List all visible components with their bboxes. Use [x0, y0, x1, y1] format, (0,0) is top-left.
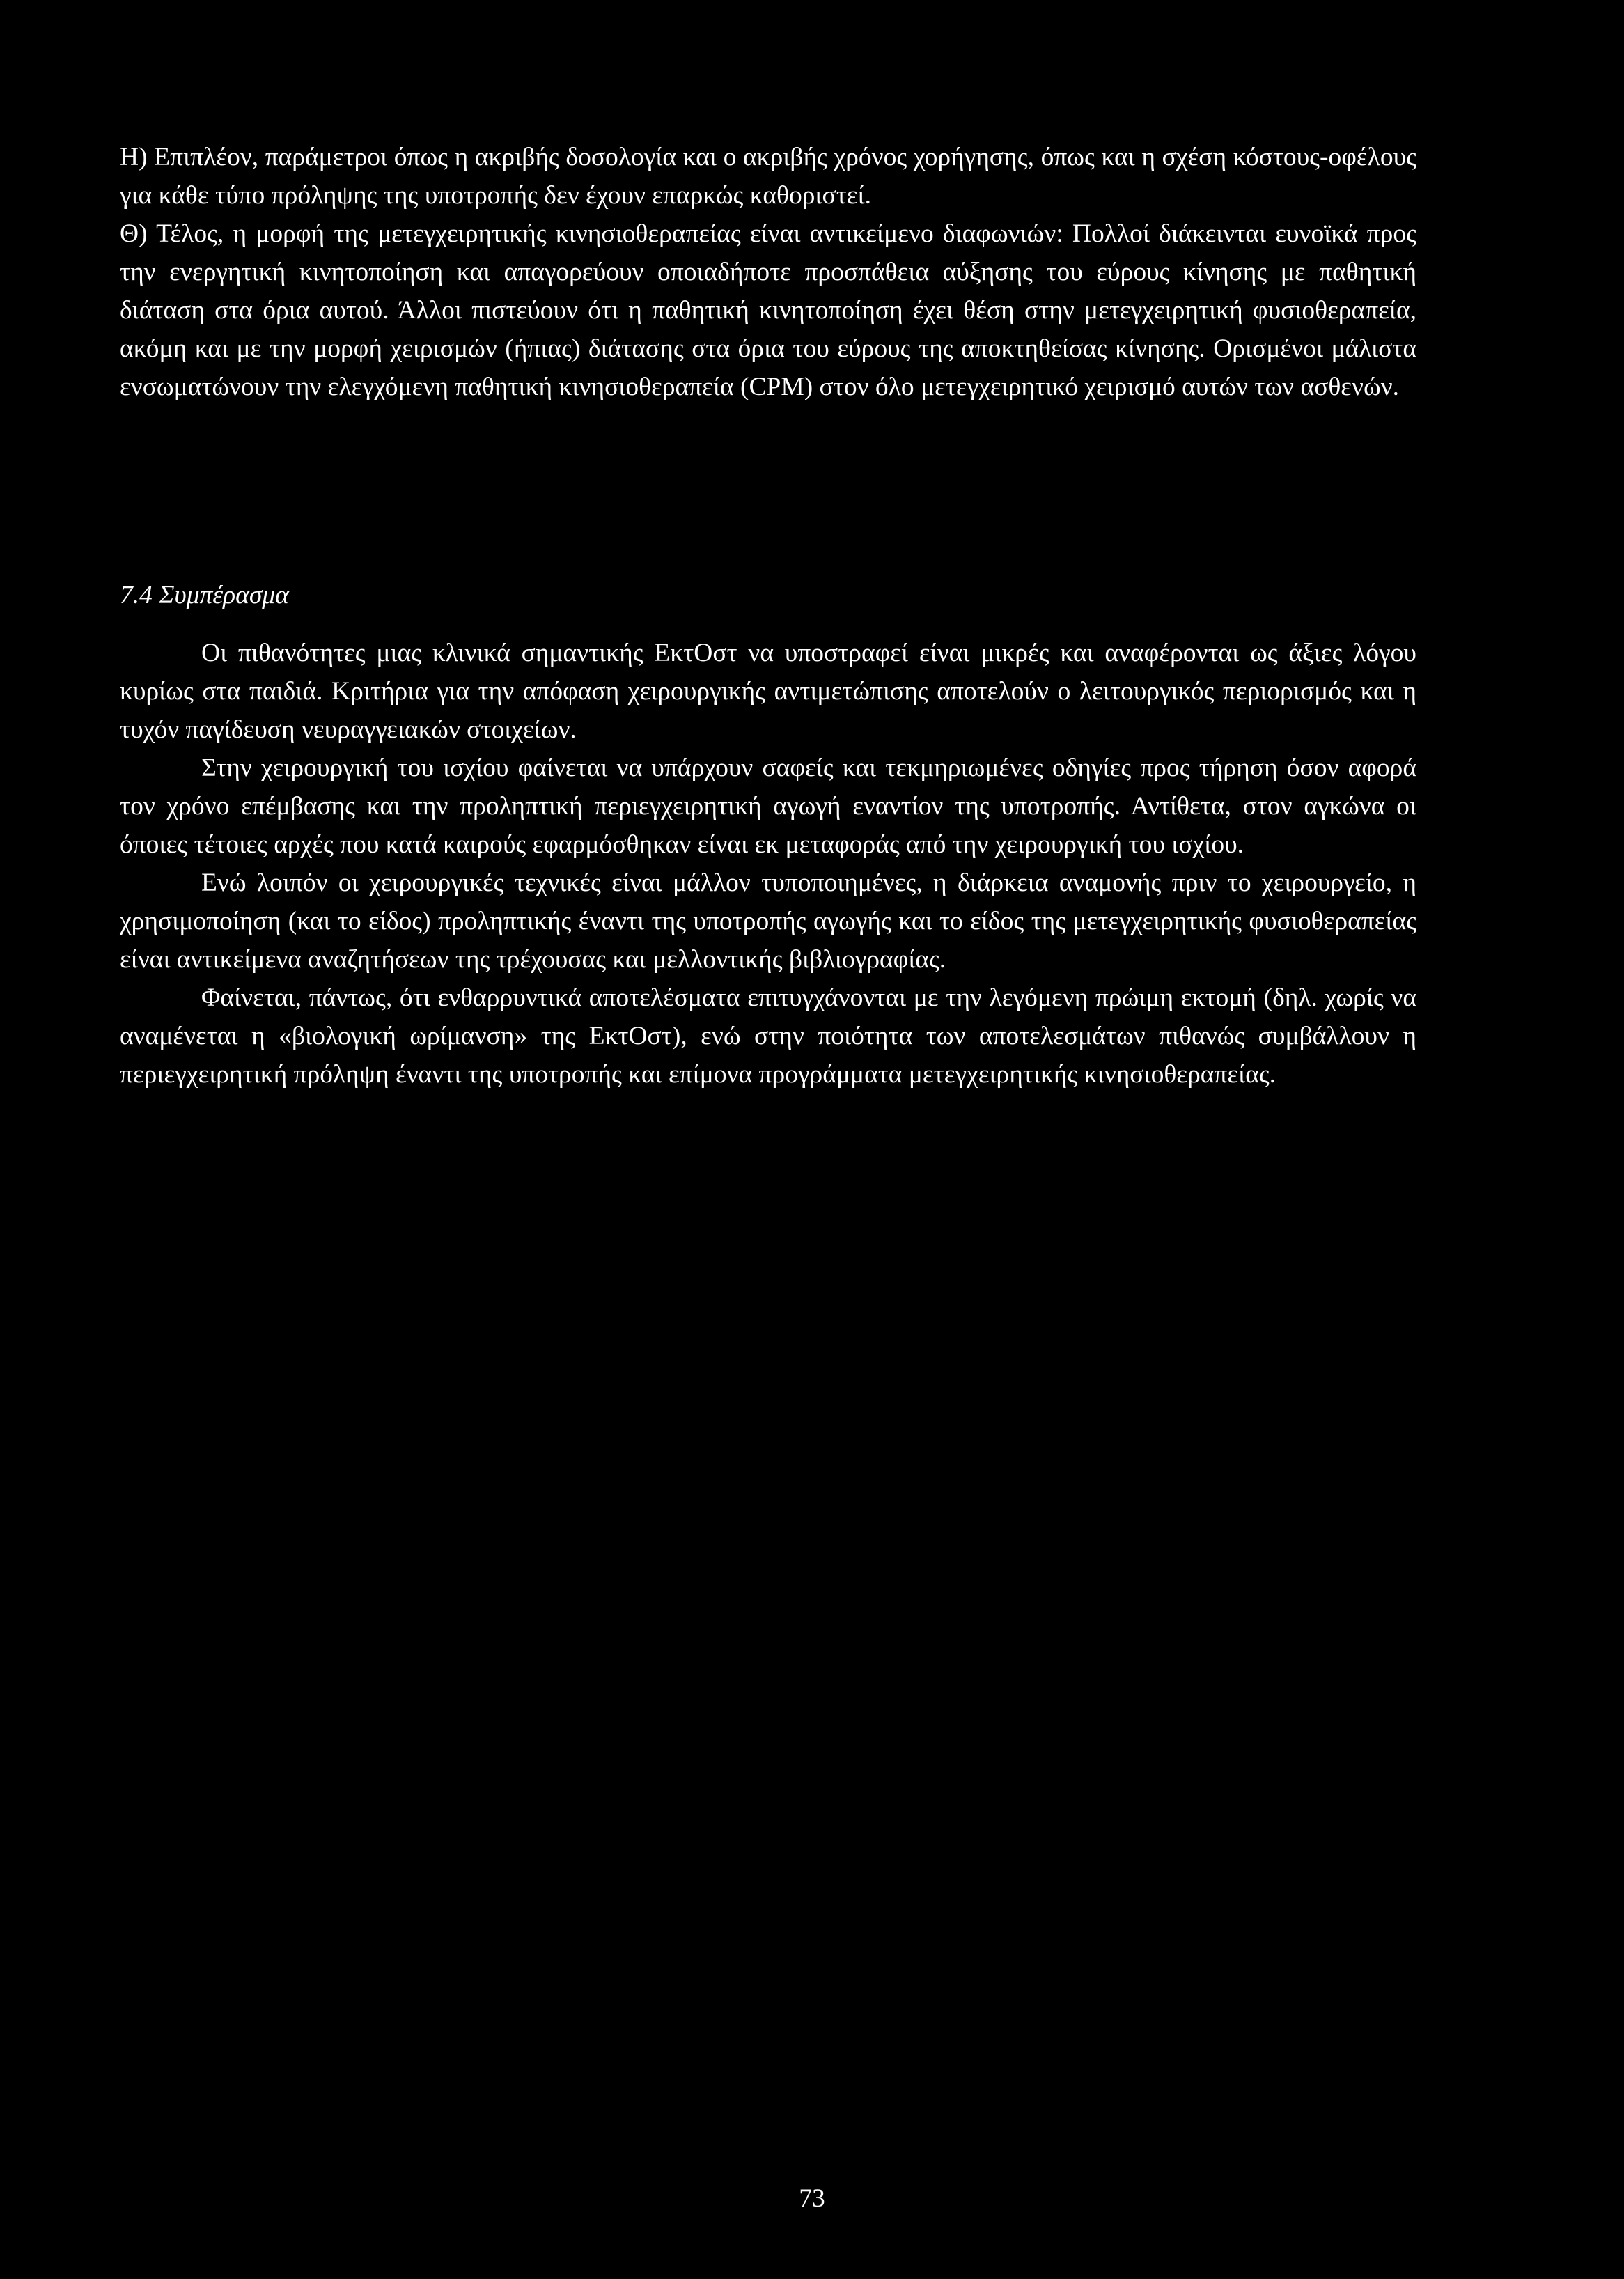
conclusion-paragraph-4: Φαίνεται, πάντως, ότι ενθαρρυντικά αποτελέσματα επιτυγχάνονται με την λεγόμενη πρώιμη εκτομή (δηλ. χωρίς να αναμένεται η «βιολογική ωρίμανση» της ΕκτΟστ), ενώ στην ποιότητα των αποτελεσμάτων πιθανώς συμβάλλουν η περιεγχειρητική πρόληψη έναντι της υποτροπής και επίμονα προγράμματα μετεγχειρητικής κινησιοθεραπείας.	[120, 983, 1416, 1089]
page-number: 73	[799, 2184, 825, 2213]
body-text-top	[120, 138, 1416, 406]
paragraph-item-h: Η) Επιπλέον, παράμετροι όπως η ακριβής δοσολογία και ο ακριβής χρόνος χορήγησης, όπως και η σχέση κόστους-οφέλους για κάθε τύπο πρόληψης της υποτροπής δεν έχουν επαρκώς καθοριστεί.	[120, 143, 1416, 210]
conclusion-text	[120, 634, 1416, 1094]
conclusion-paragraph-2: Στην χειρουργική του ισχίου φαίνεται να υπάρχουν σαφείς και τεκμηριωμένες οδηγίες προς τήρηση όσον αφορά τον χρόνο επέμβασης και την προληπτική περιεγχειρητική αγωγή εναντίον της υποτροπής. Αντίθετα, στον αγκώνα οι όποιες τέτοιες αρχές που κατά καιρούς εφαρμόσθηκαν είναι εκ μεταφοράς από την χειρουργική του ισχίου.	[120, 754, 1416, 859]
conclusion-paragraph-1: Οι πιθανότητες μιας κλινικά σημαντικής ΕκτΟστ να υποστραφεί είναι μικρές και αναφέρονται ως άξιες λόγου κυρίως στα παιδιά. Κριτήρια για την απόφαση χειρουργικής αντιμετώπισης αποτελούν ο λειτουργικός περιορισμός και η τυχόν παγίδευση νευραγγειακών στοιχείων.	[120, 639, 1416, 744]
conclusion-paragraph-3: Ενώ λοιπόν οι χειρουργικές τεχνικές είναι μάλλον τυποποιημένες, η διάρκεια αναμονής πριν το χειρουργείο, η χρησιμοποίηση (και το είδος) προληπτικής έναντι της υποτροπής αγωγής και το είδος της μετεγχειρητικής φυσιοθεραπείας είναι αντικείμενα αναζητήσεων της τρέχουσας και μελλοντικής βιβλιογραφίας.	[120, 869, 1416, 974]
paragraph-item-theta: Θ) Τέλος, η μορφή της μετεγχειρητικής κινησιοθεραπείας είναι αντικείμενο διαφωνιών: Πολλοί διάκεινται ευνοϊκά προς την ενεργητική κινητοποίηση και απαγορεύουν οποιαδήποτε προσπάθεια αύξησης του εύρους κίνησης με παθητική διάταση στα όρια αυτού. Άλλοι πιστεύουν ότι η παθητική κινητοποίηση έχει θέση στην μετεγχειρητική φυσιοθεραπεία, ακόμη και με την μορφή χειρισμών (ήπιας) διάτασης στα όρια του εύρους της αποκτηθείσας κίνησης. Ορισμένοι μάλιστα ενσωματώνουν την ελεγχόμενη παθητική κινησιοθεραπεία (CPM) στον όλο μετεγχειρητικό χειρισμό αυτών των ασθενών.	[120, 219, 1416, 401]
section-heading: 7.4 Συμπέρασμα	[120, 581, 289, 609]
